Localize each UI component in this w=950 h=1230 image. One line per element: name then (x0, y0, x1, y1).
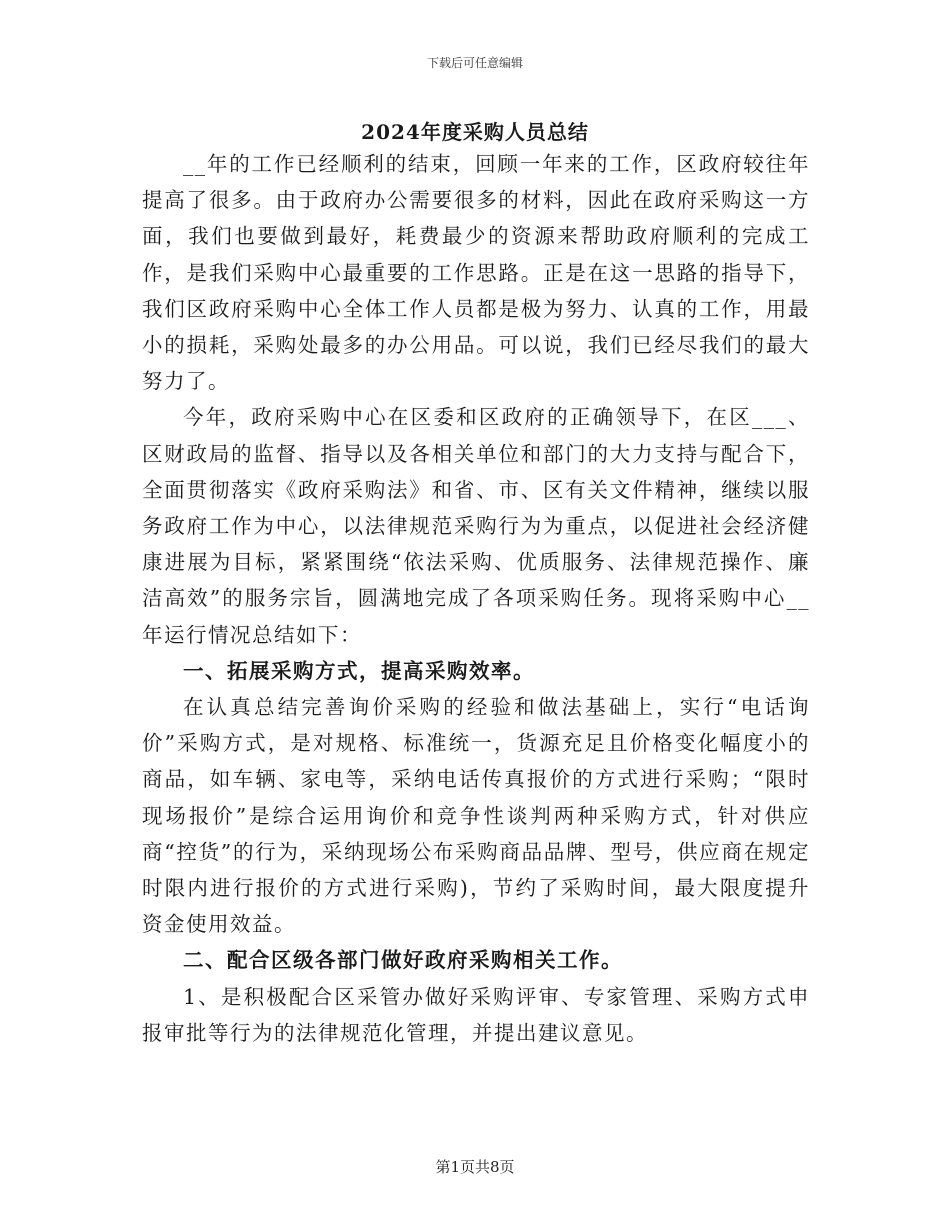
paragraph-intro: __年的工作已经顺利的结束，回顾一年来的工作，区政府较往年提高了很多。由于政府办公需要很多的材料，因此在政府采购这一方面，我们也要做到最好，耗费最少的资源来帮助政府顺利的完成工作，是我们采购中心最重要的工作思路。正是在这一思路的指导下，我们区政府采购中心全体工作人员都是极为努力、认真的工作，用最小的损耗，采购处最多的办公用品。可以说，我们已经尽我们的最大努力了。 (142, 152, 810, 394)
page-number: 第1页共8页 (435, 1158, 515, 1176)
page-header-note: 下载后可任意编辑 (426, 56, 523, 70)
paragraph-section-1: 在认真总结完善询价采购的经验和做法基础上，实行“电话询价”采购方式，是对规格、标准统一，货源充足且价格变化幅度小的商品，如车辆、家电等，采纳电话传真报价的方式进行采购；“限时现场报价”是综合运用询价和竞争性谈判两种采购方式，针对供应商“控货”的行为，采纳现场公布采购商品品牌、型号，供应商在规定时限内进行报价的方式进行采购)，节约了采购时间，最大限度提升资金使用效益。 (142, 695, 810, 937)
document-title: 2024年度采购人员总结 (361, 120, 589, 144)
document-body (142, 146, 810, 1051)
paragraph-section-2-item-1: 1、是积极配合区采管办做好采购评审、专家管理、采购方式申报审批等行为的法律规范化管理，并提出建议意见。 (142, 984, 810, 1045)
section-heading-2: 二、配合区级各部门做好政府采购相关工作。 (183, 948, 623, 973)
section-heading-1: 一、拓展采购方式，提高采购效率。 (183, 658, 535, 683)
paragraph-overview: 今年，政府采购中心在区委和区政府的正确领导下，在区___、区财政局的监督、指导以及各相关单位和部门的大力支持与配合下，全面贯彻落实《政府采购法》和省、市、区有关文件精神，继续以服务政府工作为中心，以法律规范采购行为为重点，以促进社会经济健康进展为目标，紧紧围绕“依法采购、优质服务、法律规范操作、廉洁高效”的服务宗旨，圆满地完成了各项采购任务。现将采购中心__年运行情况总结如下： (142, 405, 810, 647)
